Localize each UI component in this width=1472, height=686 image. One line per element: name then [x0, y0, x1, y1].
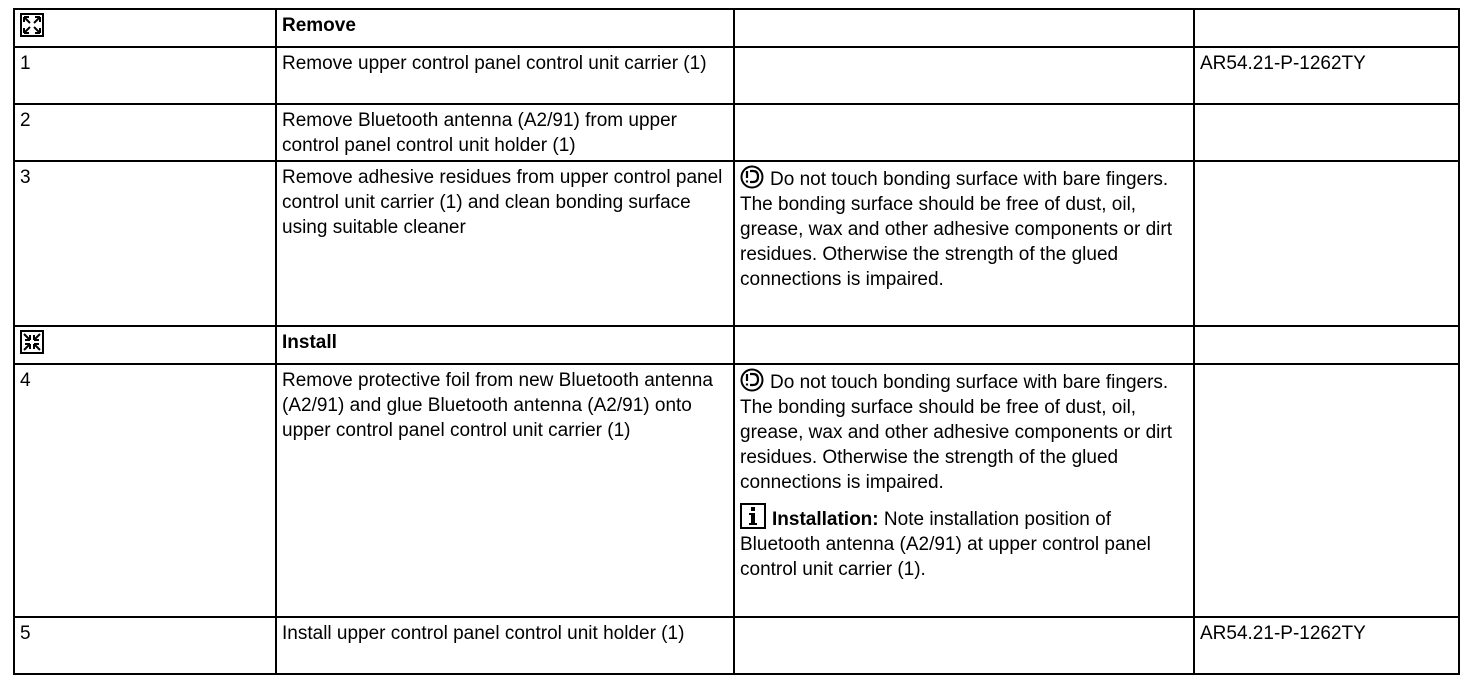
step-text: Remove Bluetooth antenna (A2/91) from upper control panel control unit holder (1): [276, 104, 734, 161]
note-block: [740, 368, 1188, 495]
note-cell: [734, 364, 1194, 617]
caution-note-icon: [740, 165, 764, 189]
step-text: Install upper control panel control unit holder (1): [276, 617, 734, 674]
reference-link[interactable]: AR54.21-P-1262TY: [1194, 47, 1459, 104]
info-text: Note installation position of Bluetooth antenna (A2/91) at upper control panel control unit carrier (1).: [740, 509, 1151, 580]
note-text: Do not touch bonding surface with bare fingers. The bonding surface should be free of dust, oil, grease, wax and other adhesive components or dirt residues. Otherwise the strength of the glued connections is impaired.: [740, 169, 1172, 290]
step-text: Remove protective foil from new Bluetooth antenna (A2/91) and glue Bluetooth antenna (A2/91) onto upper control panel control unit carrier (1): [276, 364, 734, 617]
expand-arrows-icon: [20, 13, 44, 37]
table-row: [14, 104, 1459, 161]
table-row: [14, 617, 1459, 674]
reference-link[interactable]: AR54.21-P-1262TY: [1194, 617, 1459, 674]
step-text: Remove adhesive residues from upper control panel control unit carrier (1) and clean bonding surface using suitable cleaner: [276, 161, 734, 326]
step-number: 4: [14, 364, 276, 617]
table-row: [14, 161, 1459, 326]
info-block: [740, 503, 1188, 582]
collapse-arrows-icon: [20, 330, 44, 354]
step-number: 2: [14, 104, 276, 161]
section-title-remove: Remove: [276, 9, 734, 47]
step-text: Remove upper control panel control unit carrier (1): [276, 47, 734, 104]
section-header-remove: [14, 9, 1459, 47]
section-icon-cell: [14, 326, 276, 364]
step-number: 5: [14, 617, 276, 674]
info-i-icon: [740, 503, 766, 529]
step-number: 3: [14, 161, 276, 326]
section-header-install: [14, 326, 1459, 364]
section-icon-cell: [14, 9, 276, 47]
table-row: [14, 47, 1459, 104]
info-label: Installation:: [772, 509, 879, 530]
caution-note-icon: [740, 368, 764, 392]
note-text: Do not touch bonding surface with bare fingers. The bonding surface should be free of dust, oil, grease, wax and other adhesive components or dirt residues. Otherwise the strength of the glued connections is impaired.: [740, 372, 1172, 493]
note-cell: [734, 161, 1194, 326]
step-number: 1: [14, 47, 276, 104]
section-title-install: Install: [276, 326, 734, 364]
table-row: [14, 364, 1459, 617]
procedure-table: [13, 8, 1460, 675]
